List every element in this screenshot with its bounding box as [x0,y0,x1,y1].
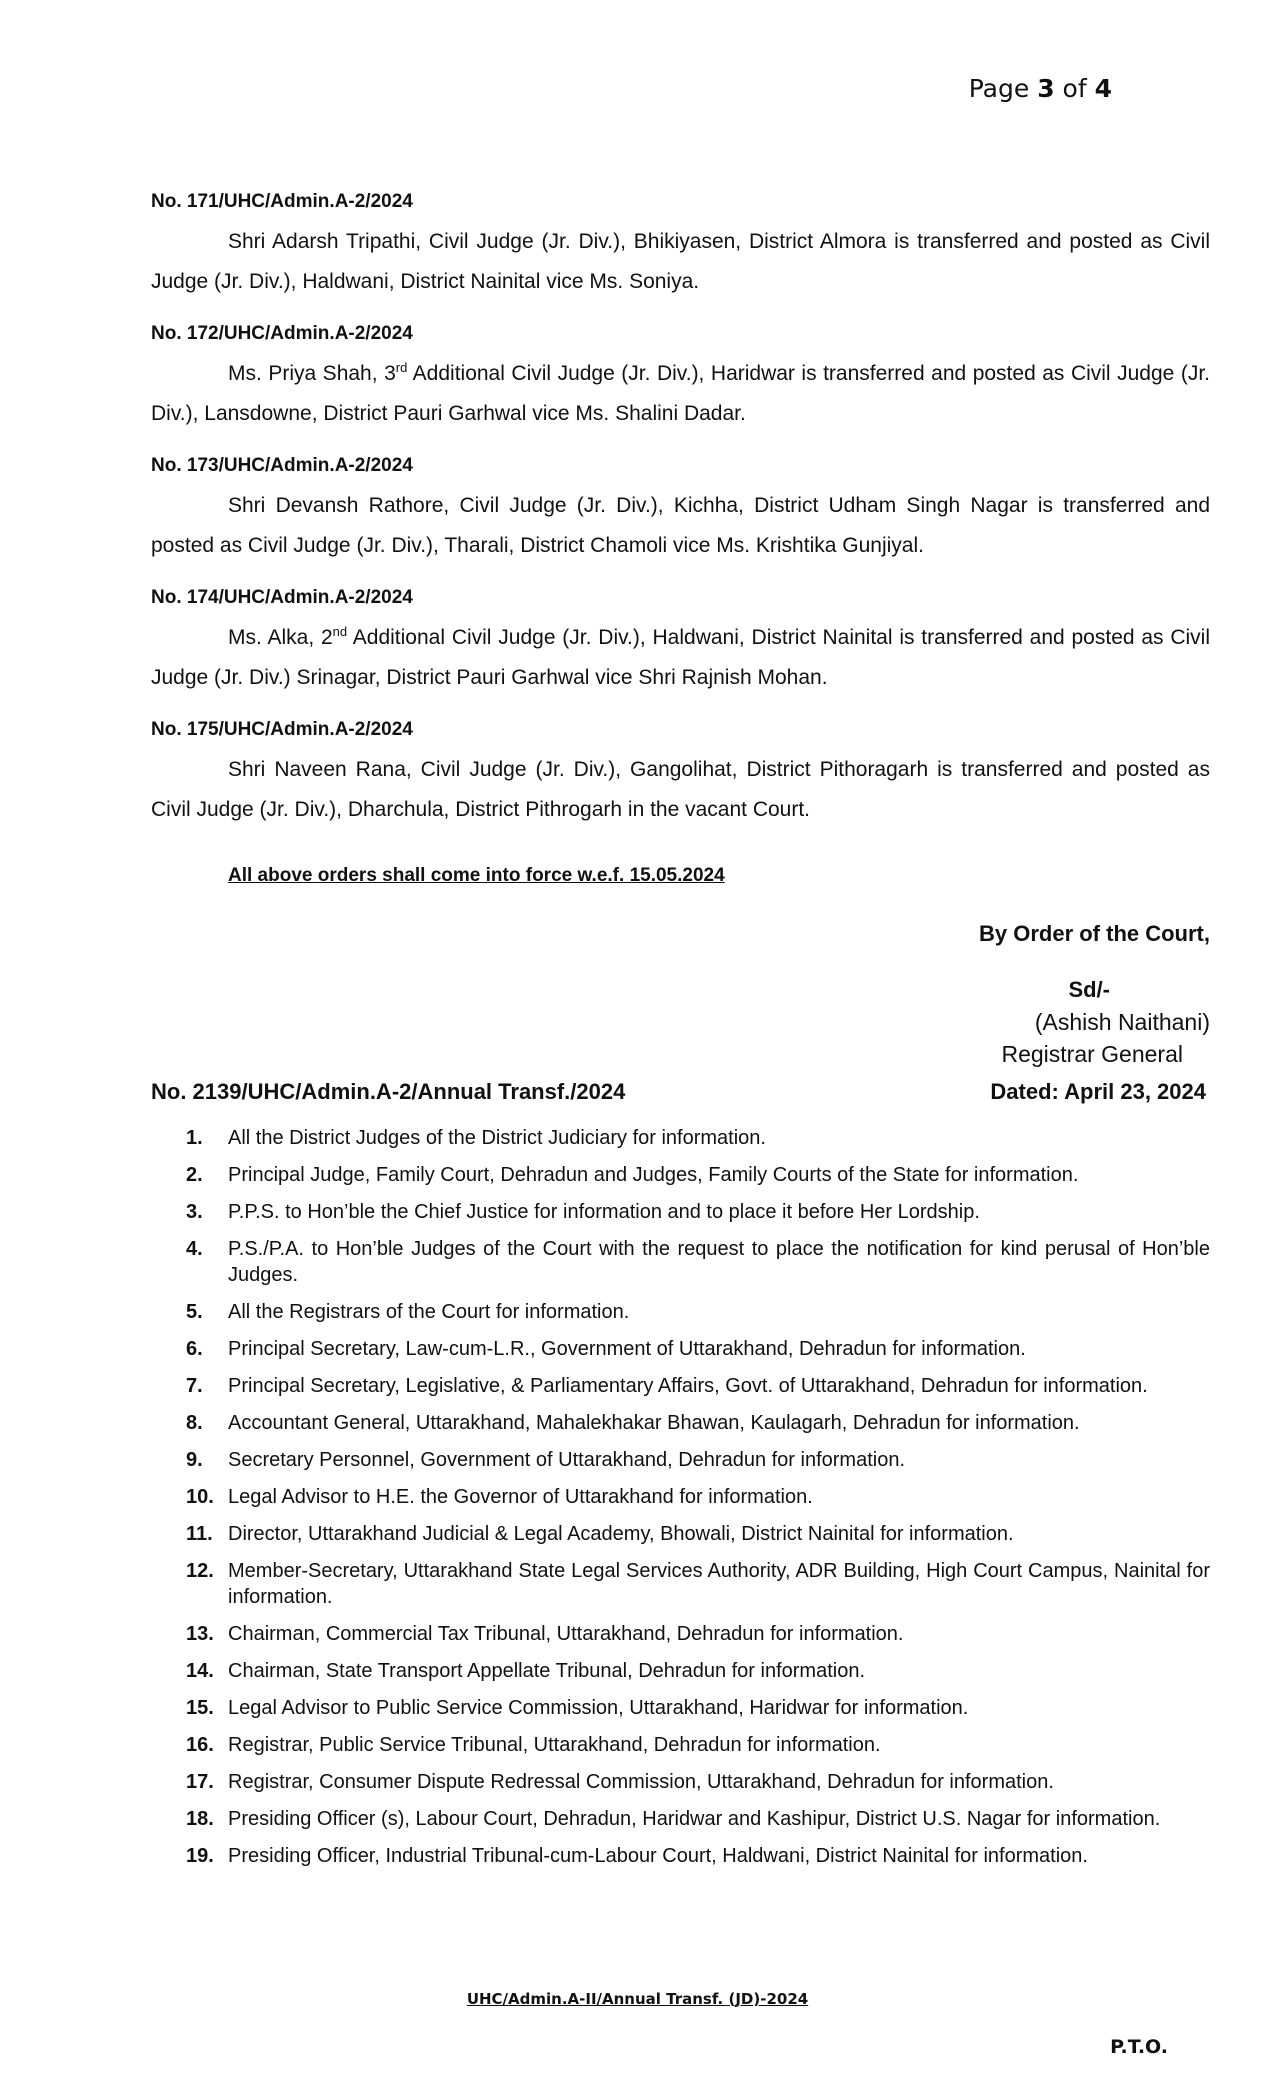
order-number: No. 174/UHC/Admin.A-2/2024 [151,587,413,608]
order-number: No. 173/UHC/Admin.A-2/2024 [151,455,413,476]
list-item [151,1125,1210,1151]
list-item [151,1484,1210,1510]
list-item [151,1373,1210,1399]
page-total: 4 [1094,74,1112,103]
list-item-text: Principal Secretary, Legislative, & Parliamentary Affairs, Govt. of Uttarakhand, Dehradun for information. [228,1375,1148,1397]
list-item-number: 5. [186,1301,203,1323]
list-item-text: P.S./P.A. to Hon’ble Judges of the Court with the request to place the notification for kind perusal of Hon’ble Judges. [228,1238,1210,1286]
page-current: 3 [1037,74,1055,103]
by-order-line: By Order of the Court, [978,921,1210,946]
list-item [151,1769,1210,1795]
order-number: No. 175/UHC/Admin.A-2/2024 [151,719,413,740]
list-item-text: P.P.S. to Hon’ble the Chief Justice for information and to place it before Her Lordship. [228,1201,980,1223]
reference-date: Dated: April 23, 2024 [990,1079,1206,1104]
list-item-text: Registrar, Consumer Dispute Redressal Commission, Uttarakhand, Dehradun for information. [228,1771,1054,1793]
list-item-number: 10. [186,1486,214,1508]
list-item-text: Registrar, Public Service Tribunal, Uttarakhand, Dehradun for information. [228,1734,881,1756]
list-item-number: 15. [186,1697,214,1719]
order-175 [151,718,1210,830]
signatory-name: (Ashish Naithani) [1034,1009,1210,1035]
list-item-text: Secretary Personnel, Government of Uttarakhand, Dehradun for information. [228,1449,906,1471]
list-item-text: Principal Secretary, Law-cum-L.R., Government of Uttarakhand, Dehradun for information. [228,1338,1026,1360]
list-item [151,1658,1210,1684]
reference-row [151,1079,1210,1109]
signature-sd: Sd/- [1068,977,1110,1002]
document-body [151,190,1210,1880]
effect-notice: All above orders shall come into force w.e.f. 15.05.2024 [228,865,725,886]
list-item [151,1521,1210,1547]
page-number [969,74,1112,103]
order-text [151,618,1210,698]
list-item [151,1695,1210,1721]
order-text-part: Ms. Alka, 2 [228,626,333,649]
list-item-number: 18. [186,1808,214,1830]
order-text [151,354,1210,434]
list-item-text: All the Registrars of the Court for information. [228,1301,630,1323]
reference-number: No. 2139/UHC/Admin.A-2/Annual Transf./2024 [151,1079,626,1104]
list-item-text: Presiding Officer (s), Labour Court, Dehradun, Haridwar and Kashipur, District U.S. Nagar for information. [228,1808,1161,1830]
ordinal-suffix: nd [332,624,348,639]
list-item [151,1299,1210,1325]
list-item [151,1806,1210,1832]
list-item-text: Legal Advisor to H.E. the Governor of Uttarakhand for information. [228,1486,813,1508]
list-item-number: 16. [186,1734,214,1756]
order-number: No. 171/UHC/Admin.A-2/2024 [151,191,413,212]
ordinal-suffix: rd [395,360,408,375]
list-item-text: All the District Judges of the District Judiciary for information. [228,1127,766,1149]
list-item [151,1447,1210,1473]
page-label: Page [968,74,1038,103]
list-item-number: 6. [186,1338,203,1360]
footer-reference: UHC/Admin.A-II/Annual Transf. (JD)-2024 [466,1990,809,2008]
list-item-number: 9. [186,1449,203,1471]
order-171 [151,190,1210,302]
distribution-list [151,1125,1210,1869]
list-item [151,1410,1210,1436]
order-text: Shri Adarsh Tripathi, Civil Judge (Jr. Div.), Bhikiyasen, District Almora is transferred and posted as Civil Judge (Jr. Div.), Haldwani, District Nainital vice Ms. Soniya. [151,230,1210,293]
list-item-text: Legal Advisor to Public Service Commission, Uttarakhand, Haridwar for information. [228,1697,969,1719]
list-item-number: 19. [186,1845,214,1867]
order-text: Shri Naveen Rana, Civil Judge (Jr. Div.), Gangolihat, District Pithoragarh is transferred and posted as Civil Judge (Jr. Div.), Dharchula, District Pithrogarh in the vacant Court. [151,758,1210,821]
list-item [151,1732,1210,1758]
list-item-number: 3. [186,1201,203,1223]
list-item-text: Principal Judge, Family Court, Dehradun and Judges, Family Courts of the State for information. [228,1164,1079,1186]
order-text-part: Additional Civil Judge (Jr. Div.), Haridwar is transferred and posted as Civil Judge (Jr. Div.), Lansdowne, District Pauri Garhwal vice Ms. Shalini Dadar. [151,362,1210,425]
list-item-number: 2. [186,1164,203,1186]
order-173 [151,454,1210,566]
page-of: of [1054,74,1095,103]
list-item [151,1336,1210,1362]
list-item-text: Chairman, State Transport Appellate Tribunal, Dehradun for information. [228,1660,866,1682]
list-item-number: 13. [186,1623,214,1645]
list-item-text: Presiding Officer, Industrial Tribunal-cum-Labour Court, Haldwani, District Nainital for information. [228,1845,1088,1867]
pto-label: P.T.O. [1110,2036,1168,2058]
list-item-number: 14. [186,1660,214,1682]
list-item-number: 11. [186,1523,213,1545]
list-item-text: Accountant General, Uttarakhand, Mahalekhakar Bhawan, Kaulagarh, Dehradun for information. [228,1412,1080,1434]
list-item [151,1621,1210,1647]
list-item-number: 7. [186,1375,203,1397]
order-174 [151,586,1210,698]
order-text: Shri Devansh Rathore, Civil Judge (Jr. Div.), Kichha, District Udham Singh Nagar is transferred and posted as Civil Judge (Jr. Div.), Tharali, District Chamoli vice Ms. Krishtika Gunjiyal. [151,494,1210,557]
list-item-number: 17. [186,1771,214,1793]
signatory-designation: Registrar General [1001,1041,1183,1067]
list-item-number: 12. [186,1560,214,1582]
order-172 [151,322,1210,434]
order-number: No. 172/UHC/Admin.A-2/2024 [151,323,413,344]
list-item-number: 8. [186,1412,203,1434]
list-item-number: 1. [186,1127,203,1149]
order-text-part: Additional Civil Judge (Jr. Div.), Haldwani, District Nainital is transferred and posted as Civil Judge (Jr. Div.) Srinagar, District Pauri Garhwal vice Shri Rajnish Mohan. [151,626,1211,689]
list-item [151,1558,1210,1610]
list-item-text: Director, Uttarakhand Judicial & Legal Academy, Bhowali, District Nainital for information. [228,1523,1014,1545]
list-item [151,1162,1210,1188]
list-item-text: Chairman, Commercial Tax Tribunal, Uttarakhand, Dehradun for information. [228,1623,904,1645]
list-item [151,1236,1210,1288]
list-item-text: Member-Secretary, Uttarakhand State Legal Services Authority, ADR Building, High Court Campus, Nainital for information. [228,1560,1210,1608]
list-item [151,1199,1210,1225]
order-text-part: Ms. Priya Shah, 3 [228,362,396,385]
signature-block [151,947,1210,1067]
list-item [151,1843,1210,1869]
list-item-number: 4. [186,1238,203,1260]
